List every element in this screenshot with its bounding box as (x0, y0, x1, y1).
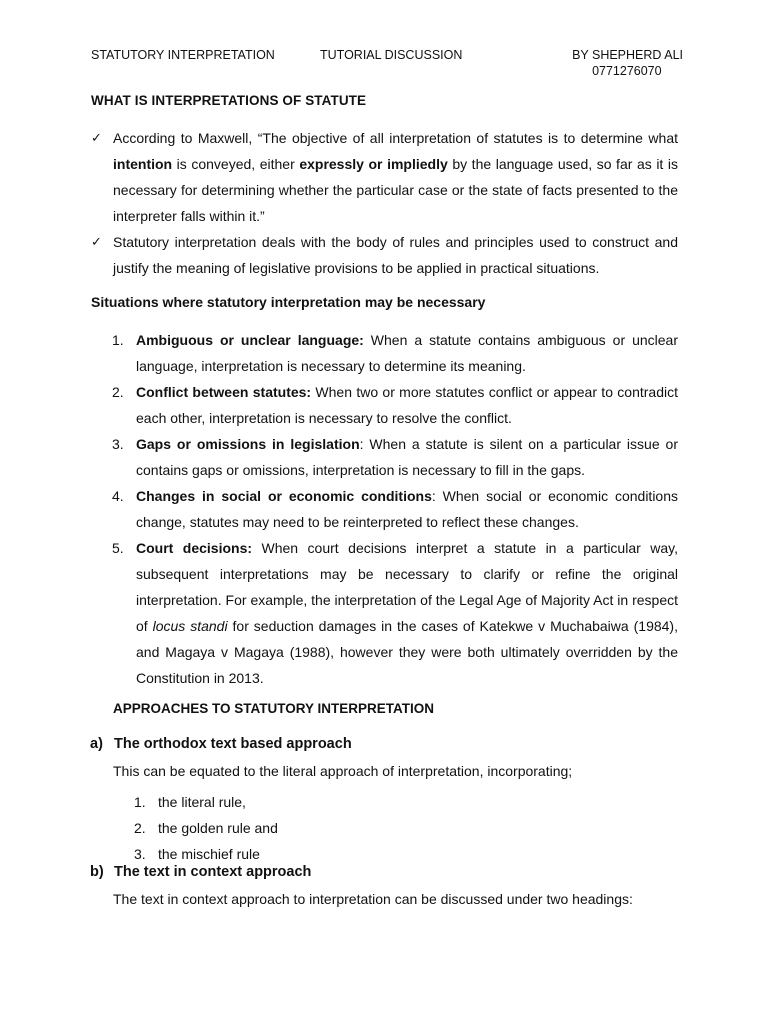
subsection-letter: a) (90, 736, 103, 752)
item-number: 2. (134, 820, 146, 836)
item-number: 1. (134, 794, 146, 810)
item-text: When court decisions interpret a statute in a particular way, subsequent interpretations may be necessary to clarify or refine the original interpretation. For example, the interpretation of the Legal Age of Majority Act in respect of (136, 540, 678, 634)
item-title: Conflict between statutes: (136, 384, 312, 400)
rules-list (134, 789, 278, 867)
list-item (134, 789, 278, 815)
bullet-text: by the language used, so far as it is necessary for determining whether the particular case or the state of facts presented to the interpreter falls within it.” (113, 156, 678, 224)
item-text: When two or more statutes conflict or appear to contradict each other, interpretation is necessary to resolve the conflict. (136, 384, 678, 426)
list-item (112, 379, 678, 431)
subsection-title-text: The text in context approach (114, 864, 312, 880)
section-heading-what-is: WHAT IS INTERPRETATIONS OF STATUTE (91, 93, 367, 108)
subsection-a-text: This can be equated to the literal approach of interpretation, incorporating; (113, 763, 573, 779)
item-text: the golden rule and (158, 820, 278, 836)
item-title: Changes in social or economic conditions (136, 488, 432, 504)
item-text: : When social or economic conditions change, statutes may need to be reinterpreted to reflect these changes. (136, 488, 679, 530)
subsection-title-a (90, 736, 352, 752)
author-phone: 0771276070 (592, 64, 662, 78)
item-number: 1. (112, 332, 124, 348)
header-right (572, 47, 683, 79)
bullet-bold: expressly or impliedly (299, 156, 448, 172)
list-item (112, 535, 678, 691)
bullet-text: is conveyed, either (172, 156, 300, 172)
subsection-b-text: The text in context approach to interpretation can be discussed under two headings: (113, 891, 633, 907)
item-title: Gaps or omissions in legislation (136, 436, 360, 452)
item-number: 4. (112, 488, 124, 504)
bullet-text: According to Maxwell, “The objective of all interpretation of statutes is to determine what (113, 130, 678, 146)
bullet-item (91, 125, 678, 229)
item-number: 3. (112, 436, 124, 452)
header-middle: TUTORIAL DISCUSSION (320, 48, 463, 62)
item-italic: locus standi (152, 618, 228, 634)
bullet-item (91, 229, 678, 281)
bullet-list (91, 125, 678, 281)
list-item (112, 327, 678, 379)
checkmark-icon: ✓ (91, 234, 102, 249)
list-item (134, 815, 278, 841)
author-name: BY SHEPHERD ALI (572, 48, 683, 62)
item-text: the literal rule, (158, 794, 246, 810)
checkmark-icon: ✓ (91, 130, 102, 145)
item-text: the mischief rule (158, 846, 260, 862)
subsection-title-text: The orthodox text based approach (114, 736, 352, 752)
section-heading-situations: Situations where statutory interpretation may be necessary (91, 294, 486, 310)
item-text: for seduction damages in the cases of Katekwe v Muchabaiwa (1984), and Magaya v Magaya (1988), however they were both ultimately overridden by the Constitution in 2013. (136, 618, 678, 686)
section-heading-approaches: APPROACHES TO STATUTORY INTERPRETATION (113, 701, 435, 716)
subsection-title-b (90, 864, 311, 880)
item-text: : When a statute is silent on a particular issue or contains gaps or omissions, interpretation is necessary to fill in the gaps. (136, 436, 678, 478)
item-text: When a statute contains ambiguous or unclear language, interpretation is necessary to determine its meaning. (136, 332, 678, 374)
bullet-bold: intention (113, 156, 173, 172)
header-left: STATUTORY INTERPRETATION (91, 48, 275, 62)
item-number: 5. (112, 540, 124, 556)
situations-list (112, 327, 678, 691)
item-number: 3. (134, 846, 146, 862)
subsection-letter: b) (90, 864, 104, 880)
item-title: Ambiguous or unclear language: (136, 332, 364, 348)
list-item (112, 483, 678, 535)
bullet-text: Statutory interpretation deals with the body of rules and principles used to construct and justify the meaning of legislative provisions to be applied in practical situations. (113, 234, 678, 276)
item-title: Court decisions: (136, 540, 253, 556)
item-number: 2. (112, 384, 124, 400)
list-item (112, 431, 678, 483)
